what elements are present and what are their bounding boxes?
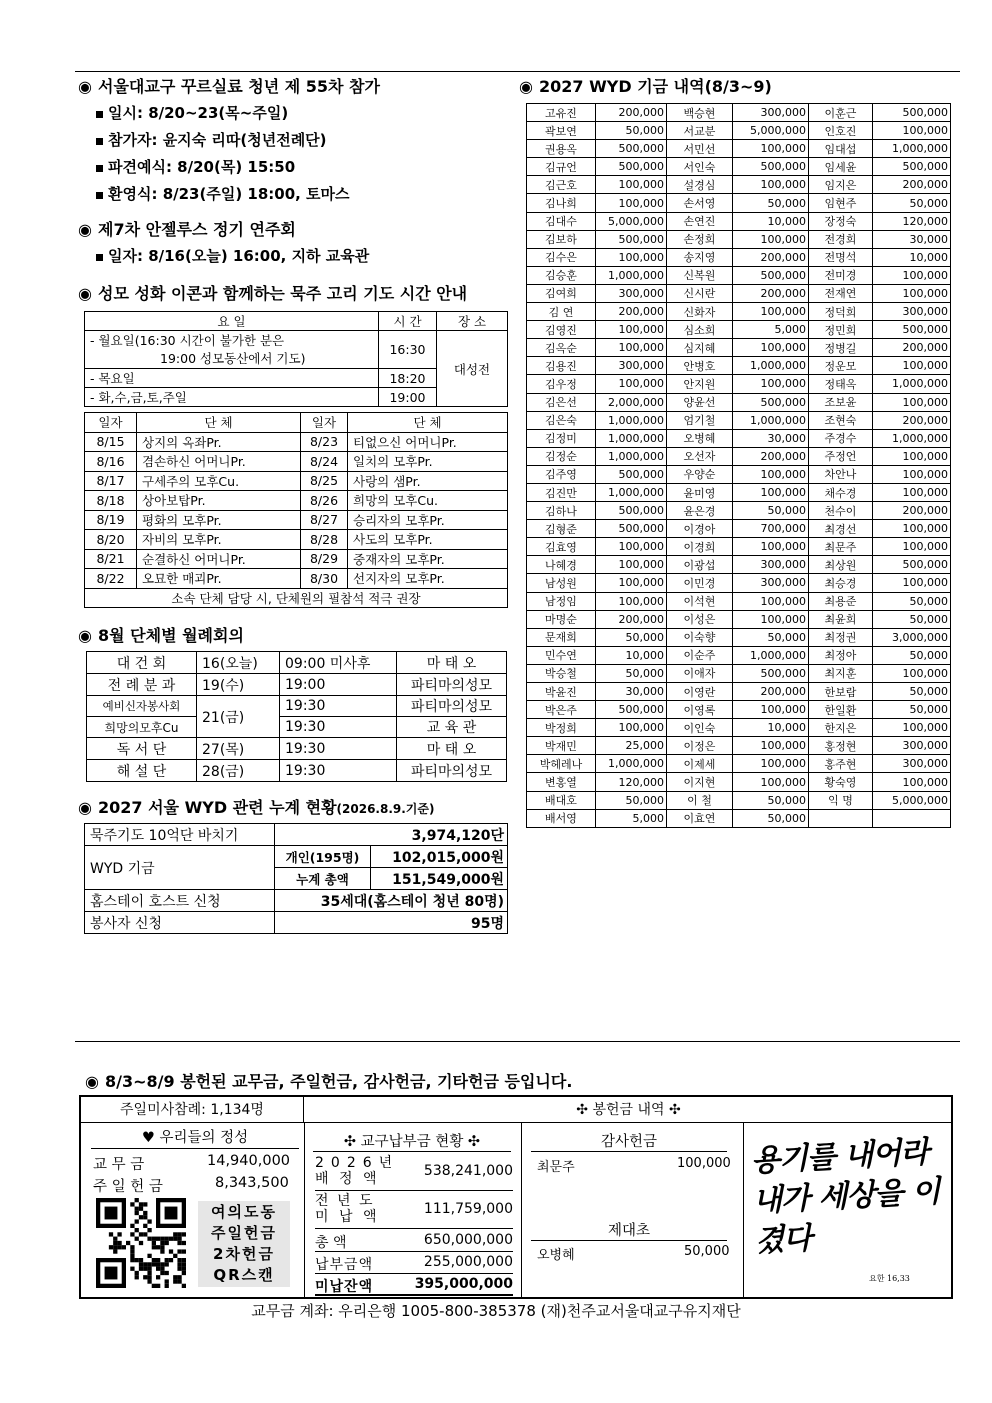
section-wyd-status [78,797,518,819]
juil-value: 8,343,500 [215,1175,289,1191]
table-row: 8/22 오묘한 매괴Pr. 8/30 선지자의 모후Pr. [85,569,508,589]
table-row: 배대호 50,000 이 철 50,000 익 명 5,000,000 [527,791,951,809]
table-row: 김승훈 1,000,000 신복원 500,000 전미경 100,000 [527,266,951,284]
bullseye-icon: ◉ [85,1072,99,1091]
top-rule [75,71,960,72]
table-row: 김진만 1,000,000 윤미영 100,000 채수경 100,000 [527,483,951,501]
table-row: 김근호 100,000 설경심 100,000 임지은 200,000 [527,176,951,194]
list-item: 일시: 8/20~23(목~주일) [94,100,508,127]
jedae-name: 오병혜 [537,1248,575,1263]
table-row: 남성원 100,000 이민경 300,000 최승경 100,000 [527,574,951,592]
juil-label: 주 일 헌 금 [93,1179,163,1195]
table-row: 김우정 100,000 안지원 100,000 정태옥 1,000,000 [527,375,951,393]
table-row: 김수은 100,000 송지영 200,000 전명석 10,000 [527,248,951,266]
table-row: 박승철 50,000 이애자 500,000 최지훈 100,000 [527,664,951,682]
table-row: 김정미 1,000,000 오병혜 30,000 주경수 1,000,000 [527,429,951,447]
thanks-value: 100,000 [677,1156,731,1171]
table-row: 배서영 5,000 이효연 50,000 [527,809,951,827]
bullseye-icon: ◉ [78,220,92,239]
diocese-header: ✣ 교구납부금 현황 ✣ [313,1130,511,1152]
ours-header: ♥ 우리들의 정성 [91,1127,299,1149]
table-row: 김은선 2,000,000 양윤선 500,000 조보윤 100,000 [527,393,951,411]
diocese-row-4: 납부금액 255,000,000 [315,1254,513,1273]
section-cursillo [78,76,508,208]
table-row: 8/20 자비의 모후Pr. 8/28 사도의 모후Pr. [85,530,508,550]
table-row: 8/19 평화의 모후Pr. 8/27 승리자의 모후Pr. [85,510,508,530]
table-row: 고유진 200,000 백승현 300,000 이훈근 500,000 [527,104,951,122]
table-row: 민수연 10,000 이순주 1,000,000 최정아 50,000 [527,646,951,664]
table-row: 8/16 겸손하신 어머니Pr. 8/24 일치의 모후Pr. [85,452,508,472]
bullseye-icon: ◉ [519,77,533,96]
qr-code-icon[interactable] [95,1198,187,1288]
table-row: 박윤진 30,000 이영란 200,000 한보람 50,000 [527,683,951,701]
table-row: 8/21 순결하신 어머니Pr. 8/29 중재자의 모후Pr. [85,549,508,569]
list-item: 참가자: 윤지숙 리따(청년전례단) [94,127,508,154]
divider [304,1123,305,1299]
offering-header: ✣ 봉헌금 내역 ✣ [304,1097,953,1123]
attendance: 주일미사참례: 1,134명 [81,1097,304,1123]
rosary-time-table: 요 일 시 간 장 소 - 월요일(16:30 시간이 불가한 분은 19:00 성모동산에서 기도) 16:30 대성전 - 목요일 18:20 - 화,수,금,토,주일 19:00 [84,311,508,407]
table-row: 김영진 100,000 심소희 5,000 정민희 500,000 [527,321,951,339]
thanks-header: 감사헌금 [531,1130,727,1152]
section-title: ◉ 2027 WYD 기금 내역(8/3~9) [519,77,772,96]
calligraphy-image: 용기를 내어라 내가 세상을 이겼다 요한 16,33 [750,1134,941,1283]
table-row: 김하나 500,000 윤은경 50,000 천수이 200,000 [527,502,951,520]
table-row: 김여희 300,000 신시란 200,000 전재연 100,000 [527,284,951,302]
bullseye-icon: ◉ [78,284,92,303]
table-row: 김은숙 1,000,000 엄기철 1,000,000 조현숙 200,000 [527,411,951,429]
table-row: 김나희 100,000 손서영 50,000 임현주 50,000 [527,194,951,212]
table-row: 박정희 100,000 이인숙 10,000 한지은 100,000 [527,719,951,737]
table-row: 박재민 25,000 이정은 100,000 홍정현 300,000 [527,737,951,755]
section-title: ◉ 서울대교구 꾸르실료 청년 제 55차 참가 [78,77,380,96]
wyd-fund-table [526,103,951,828]
rosary-schedule-table: 일자 단 체 일자 단 체 8/15 상지의 옥좌Pr. 8/23 티없으신 어머니Pr. 8/16 겸손하신 어머니Pr. 8/24 일치의 모후Pr. 8/17 구세주의 모후Cu. 8/25 사랑의 샘Pr. 8/18 상아보탑Pr. 8/26 희망의 모후Cu. 8/19 평화의 모후Pr. 8/27 승리자의 모후Pr. 8/20 자비의 모후Pr. 8/28 사도의 모후Pr. 8/21 순결하신 어머니Pr. 8/29 중재자의 모후Pr. 8/22 오묘한 매괴Pr. 8/30 선지자의 모후Pr. 소속 단체 담당 시, 단체원의 필참석 적극 권장 [84,412,508,608]
list-item: 환영식: 8/23(주일) 18:00, 토마스 [94,181,508,208]
account-info: 교무금 계좌: 우리은행 1005-800-385378 (재)천주교서울대교구유지재단 [251,1302,741,1320]
section-angelus [78,219,508,270]
fund-body [527,104,951,828]
section-title: ◉ 제7차 안젤루스 정기 연주회 [78,220,296,239]
table-row: 변홍열 120,000 이지현 100,000 황숙영 100,000 [527,773,951,791]
diocese-row-3: 총 액 650,000,000 [315,1232,513,1251]
jedae-value: 50,000 [684,1244,730,1259]
list-item: 파견예식: 8/20(목) 15:50 [94,154,508,181]
table-row: 김정순 1,000,000 오선자 200,000 주정언 100,000 [527,447,951,465]
thanks-name: 최문주 [537,1160,575,1175]
bottom-rule [75,1041,960,1042]
table-row: 김주영 500,000 우양순 100,000 차안나 100,000 [527,465,951,483]
table-row: 8/17 구세주의 모후Cu. 8/25 사랑의 샘Pr. [85,471,508,491]
table-row: 김효영 100,000 이경희 100,000 최문주 100,000 [527,538,951,556]
table-row: 박헤레나 1,000,000 이제세 100,000 홍주현 300,000 [527,755,951,773]
divider [743,1123,744,1299]
qr-label-box: 여의도동 주일헌금 2차헌금 QR스캔 [198,1201,290,1287]
table-row: 마명순 200,000 이성은 100,000 최윤희 50,000 [527,610,951,628]
wyd-status-table: 묵주기도 10억단 바치기 3,974,120단 WYD 기금 개인(195명) 102,015,000원 누계 총액 151,549,000원 홈스테이 호스트 신청 35세대(홈스테이 청년 80명) 봉사자 신청 95명 [84,823,508,934]
offering-box [79,1095,953,1299]
table-row: 곽보연 50,000 서교분 5,000,000 인호진 100,000 [527,122,951,140]
meeting-table: 대 건 회 16(오늘) 09:00 미사후 마 태 오 전 례 분 과 19(수) 19:00 파티마의성모 예비신자봉사회 21(금) 19:30 파티마의성모 희망의모후Cu 19:30 교 육 관 독 서 단 27(목) 19:30 마 태 오 해 설 단 28(금) 19:30 파티마의성모 [86,651,507,782]
bullseye-icon: ◉ [78,798,92,817]
section-title: ◉ 8월 단체별 월례회의 [78,626,244,645]
gyomu-value: 14,940,000 [207,1153,291,1169]
section-wyd-fund [519,76,959,98]
gyomu-label: 교 무 금 [93,1157,145,1173]
info-list [94,100,508,208]
table-row: 남정임 100,000 이석현 100,000 최용준 50,000 [527,592,951,610]
section-offerings [85,1071,955,1093]
table-row: 김대수 5,000,000 손연진 10,000 장정숙 120,000 [527,212,951,230]
table-row: 김옥순 100,000 심지혜 100,000 정병길 200,000 [527,339,951,357]
table-row: 김 연 200,000 신화자 100,000 정덕희 300,000 [527,303,951,321]
table-row: 8/18 상아보탑Pr. 8/26 희망의 모후Cu. [85,491,508,511]
info-list [94,243,508,270]
list-item: 일자: 8/16(오늘) 16:00, 지하 교육관 [94,243,508,270]
section-title: ◉ 성모 성화 이콘과 함께하는 묵주 고리 기도 시간 안내 [78,284,468,303]
bullseye-icon: ◉ [78,626,92,645]
table-row: 박은주 500,000 이영록 100,000 한일환 50,000 [527,701,951,719]
jedae-header: 제대초 [531,1219,727,1241]
table-row: 나혜경 100,000 이광섭 300,000 최상원 500,000 [527,556,951,574]
table-row: 김규언 500,000 서인숙 500,000 임세윤 500,000 [527,158,951,176]
diocese-row-2: 전 년 도 미 납 액 111,759,000 [315,1193,513,1229]
diocese-row-5: 미납잔액 395,000,000 [315,1276,513,1295]
table-row: 문재희 50,000 이숙향 50,000 최정권 3,000,000 [527,628,951,646]
divider [521,1123,522,1299]
table-row: 김용진 300,000 안병호 1,000,000 정운모 100,000 [527,357,951,375]
section-rosary [78,283,513,305]
section-title: ◉ 2027 서울 WYD 관련 누계 현황(2026.8.9.기준) [78,798,435,817]
bullseye-icon: ◉ [78,77,92,96]
table-row: 김형준 500,000 이경아 700,000 최경선 100,000 [527,520,951,538]
table-row: 권용옥 500,000 서민선 100,000 임대섭 1,000,000 [527,140,951,158]
table-row: 8/15 상지의 옥좌Pr. 8/23 티없으신 어머니Pr. [85,432,508,452]
section-monthly-meeting [78,625,508,647]
diocese-row-1: 2026년 배 정 액 538,241,000 [315,1155,513,1191]
section-title: ◉ 8/3~8/9 봉헌된 교무금, 주일헌금, 감사헌금, 기타헌금 등입니다. [85,1072,573,1091]
table-row: 김보하 500,000 손정희 100,000 전경희 30,000 [527,230,951,248]
schedule-body [85,432,508,588]
